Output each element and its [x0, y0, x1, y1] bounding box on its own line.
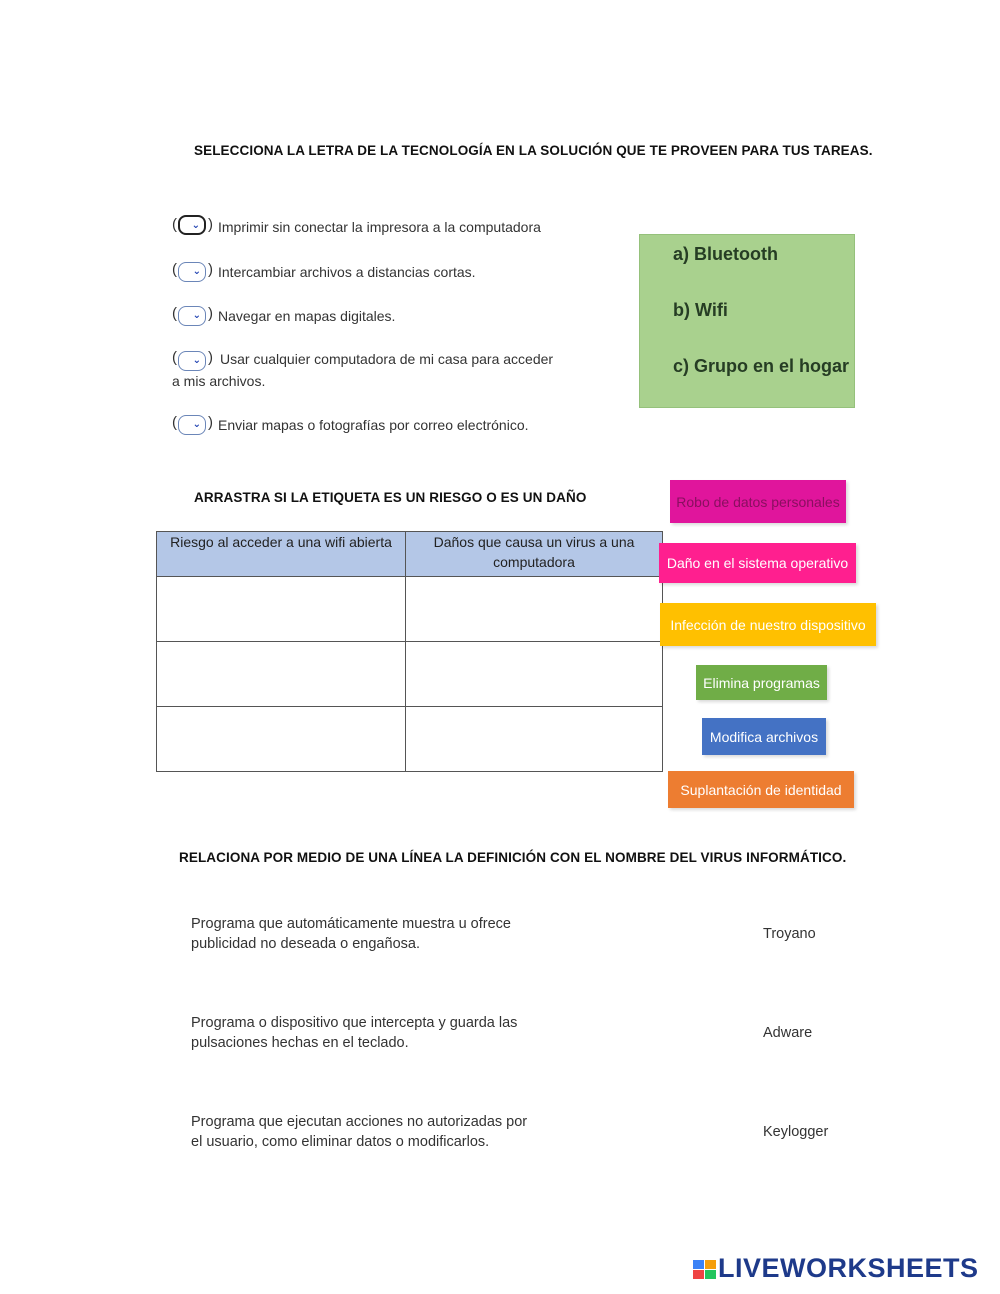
paren-open: (	[172, 414, 177, 431]
answer-select-3[interactable]	[178, 306, 206, 326]
virus-name-adware[interactable]: Adware	[763, 1025, 813, 1041]
answer-select-1[interactable]	[178, 215, 206, 235]
drop-table	[156, 531, 663, 772]
tag-label: Elimina programas	[703, 674, 820, 691]
option-a: a) Bluetooth	[673, 244, 778, 264]
tag-suplantacion[interactable]	[668, 771, 854, 808]
chevron-down-icon: ⌄	[192, 310, 201, 321]
tag-modifica-archivos[interactable]	[702, 718, 826, 755]
tag-label: Daño en el sistema operativo	[666, 555, 849, 571]
question-text-line2: a mis archivos.	[172, 373, 266, 389]
tag-label: Modifica archivos	[709, 728, 819, 745]
paren-close: )	[208, 216, 213, 233]
brand-name: LIVEWORKSHEETS	[718, 1253, 979, 1283]
drop-cell-damage[interactable]	[406, 707, 663, 772]
column-header-risk: Riesgo al acceder a una wifi abierta	[157, 532, 406, 577]
chevron-down-icon: ⌄	[192, 419, 201, 430]
virus-name-keylogger[interactable]: Keylogger	[763, 1124, 829, 1140]
tag-label: Suplantación de identidad	[680, 781, 842, 798]
definition-3[interactable]: Programa que ejecutan acciones no autorizadas por el usuario, como eliminar datos o modificarlos.	[191, 1114, 528, 1150]
options-box	[639, 234, 855, 408]
tag-label: Infección de nuestro dispositivo	[670, 616, 866, 633]
definition-2[interactable]: Programa o dispositivo que intercepta y guarda las pulsaciones hechas en el teclado.	[191, 1015, 518, 1051]
answer-select-4[interactable]	[178, 351, 206, 371]
tag-dano-sistema[interactable]	[659, 543, 856, 583]
chevron-down-icon: ⌄	[192, 355, 201, 366]
section1-title: SELECCIONA LA LETRA DE LA TECNOLOGÍA EN LA SOLUCIÓN QUE TE PROVEEN PARA TUS TAREAS.	[194, 143, 873, 158]
section3-title: RELACIONA POR MEDIO DE UNA LÍNEA LA DEFINICIÓN CON EL NOMBRE DEL VIRUS INFORMÁTICO.	[179, 850, 847, 865]
paren-close: )	[208, 414, 213, 431]
question-text: Navegar en mapas digitales.	[218, 308, 396, 324]
tag-robo-datos[interactable]	[670, 480, 846, 523]
answer-select-2[interactable]	[178, 262, 206, 282]
tag-label: Robo de datos personales	[676, 493, 840, 510]
paren-open: (	[172, 305, 177, 322]
paren-open: (	[172, 349, 177, 366]
drop-cell-risk[interactable]	[157, 577, 406, 642]
paren-close: )	[208, 349, 213, 366]
option-c: c) Grupo en el hogar	[673, 356, 850, 376]
drop-cell-risk[interactable]	[157, 642, 406, 707]
paren-open: (	[172, 216, 177, 233]
question-text: Enviar mapas o fotografías por correo electrónico.	[218, 417, 529, 433]
paren-close: )	[208, 305, 213, 322]
paren-open: (	[172, 261, 177, 278]
column-header-damage: Daños que causa un virus a una computadora	[406, 532, 663, 577]
question-text: Imprimir sin conectar la impresora a la computadora	[218, 219, 541, 235]
question-text: Usar cualquier computadora de mi casa para acceder	[220, 351, 554, 367]
tag-elimina-programas[interactable]	[696, 665, 827, 700]
question-text: Intercambiar archivos a distancias cortas.	[218, 264, 476, 280]
tag-infeccion[interactable]	[660, 603, 876, 646]
virus-name-troyano[interactable]: Troyano	[763, 926, 816, 942]
drop-cell-risk[interactable]	[157, 707, 406, 772]
option-b: b) Wifi	[673, 300, 728, 320]
drop-cell-damage[interactable]	[406, 642, 663, 707]
drop-cell-damage[interactable]	[406, 577, 663, 642]
answer-select-5[interactable]	[178, 415, 206, 435]
section2-title: ARRASTRA SI LA ETIQUETA ES UN RIESGO O ES UN DAÑO	[194, 490, 587, 505]
chevron-down-icon: ⌄	[192, 266, 201, 277]
definition-1[interactable]: Programa que automáticamente muestra u ofrece publicidad no deseada o engañosa.	[191, 916, 511, 952]
chevron-down-icon: ⌄	[191, 220, 200, 231]
liveworksheets-logo-icon	[693, 1260, 717, 1280]
paren-close: )	[208, 261, 213, 278]
